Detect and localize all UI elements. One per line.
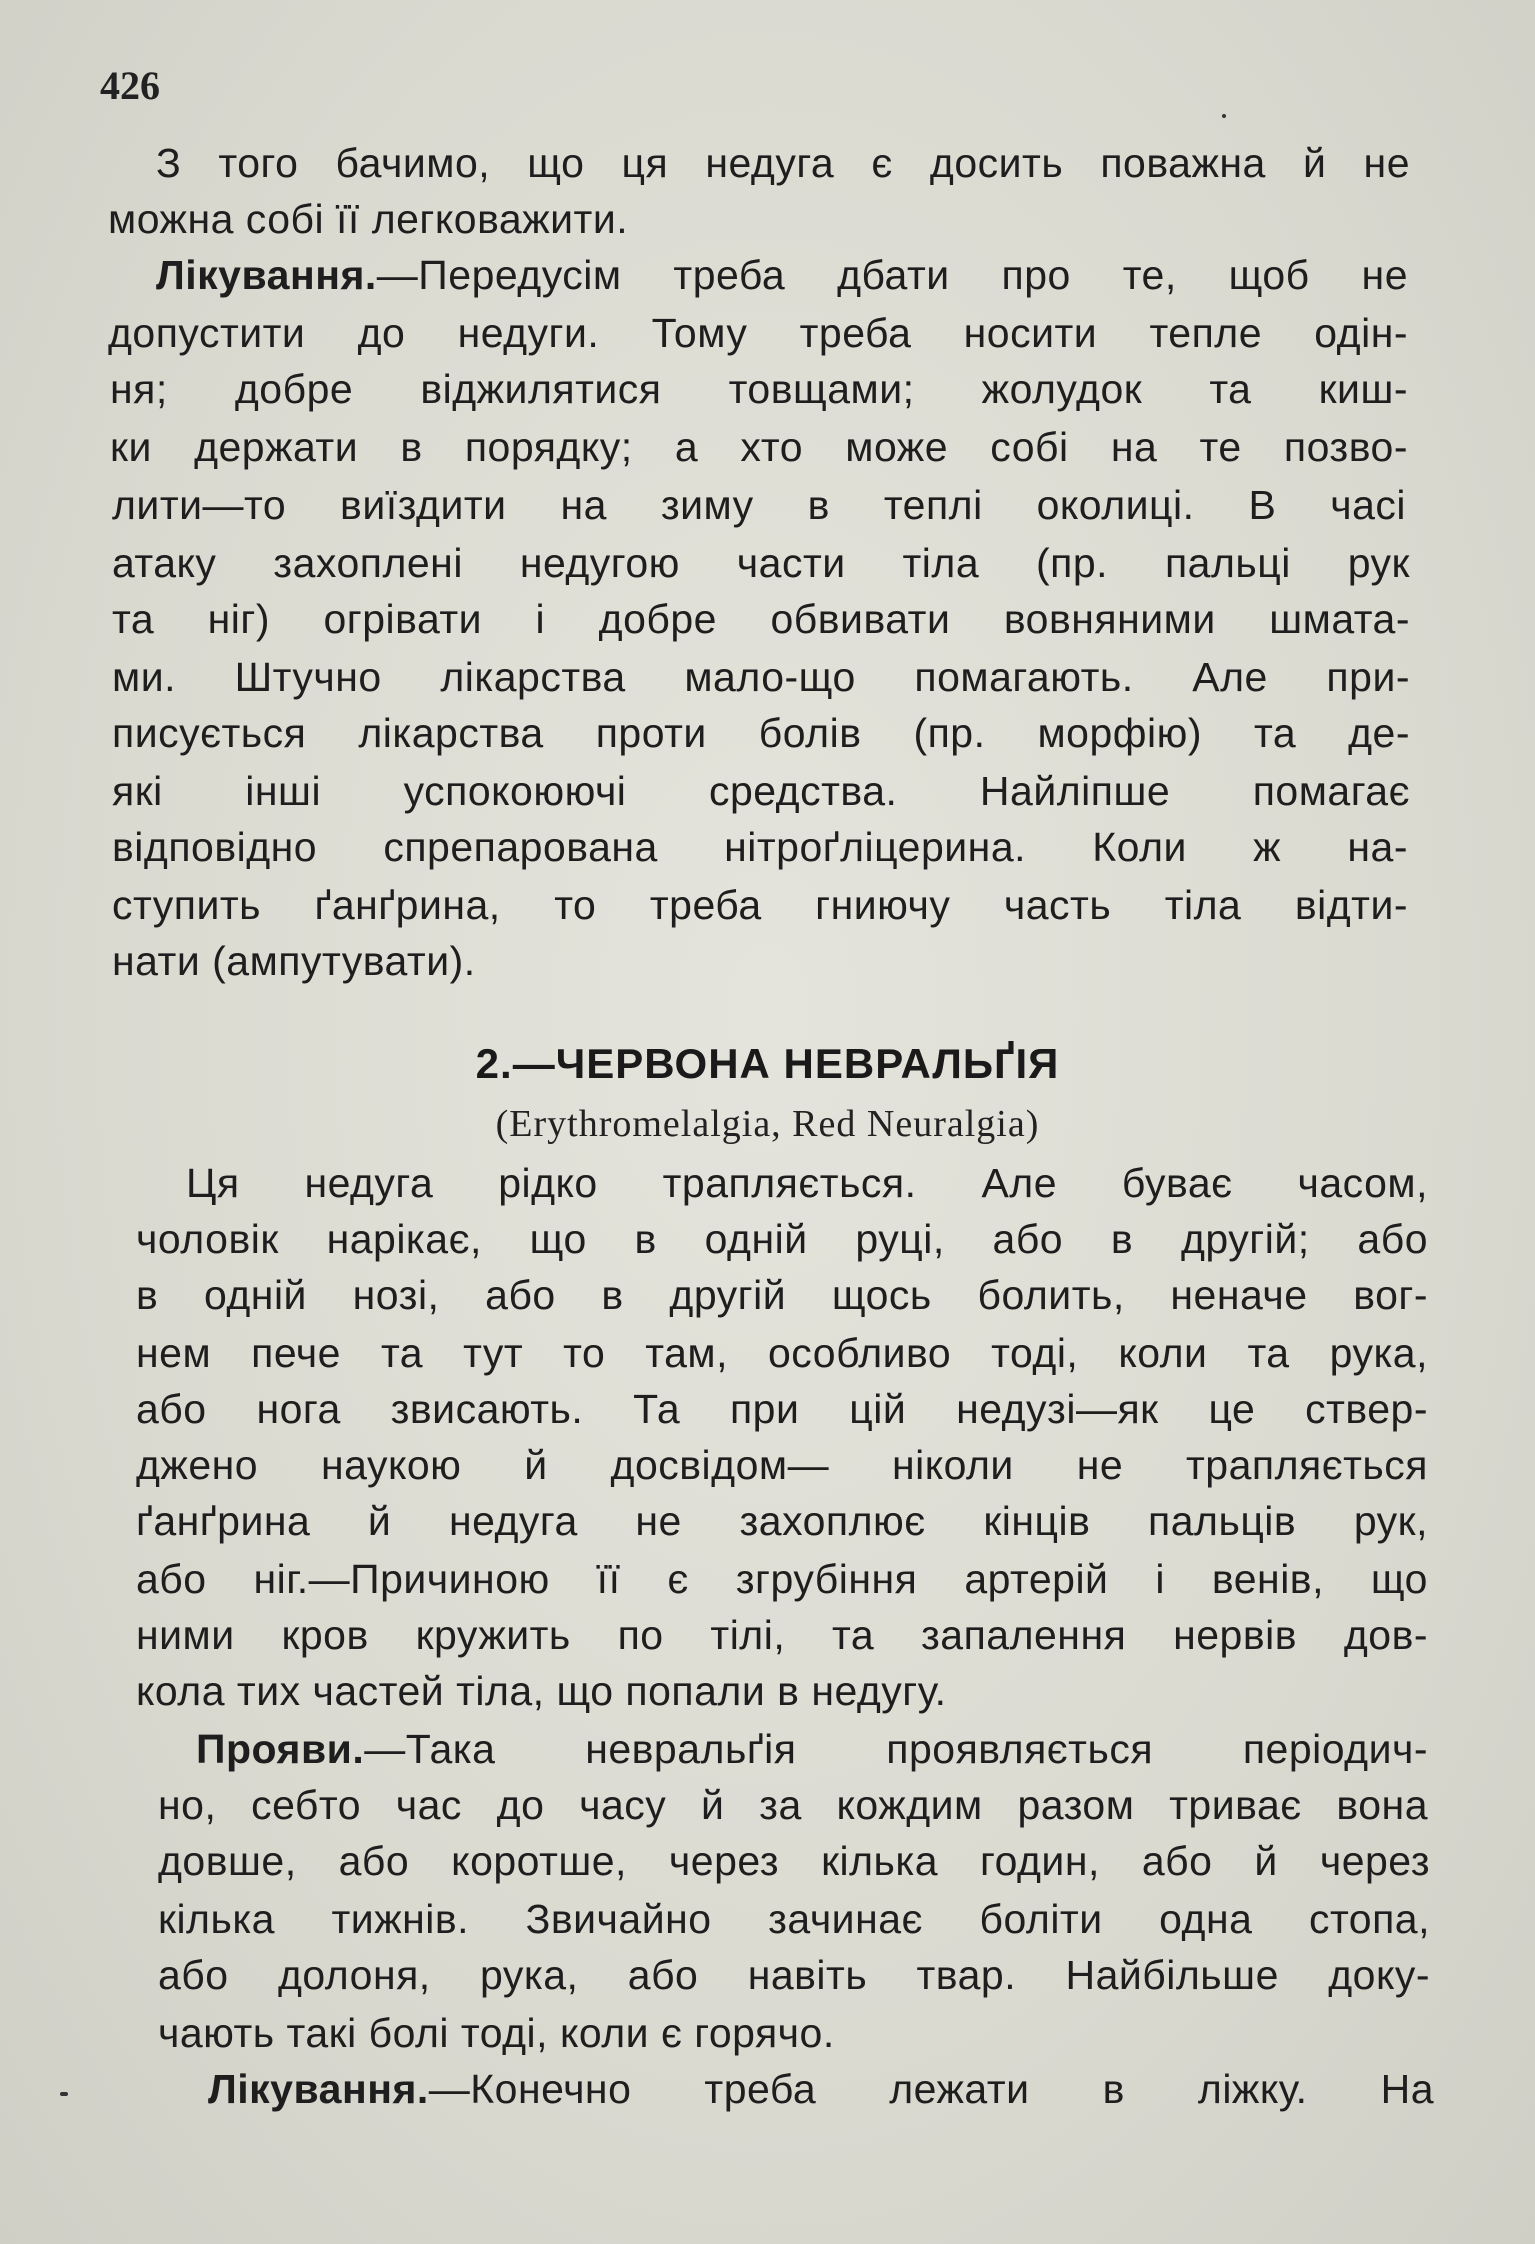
symptoms-label: Прояви. xyxy=(196,1726,365,1772)
treatment1-line: відповідно спрепарована нітроґліцерина. Коли ж на- xyxy=(112,824,1408,870)
treatment1-label: Лікування. xyxy=(156,252,377,298)
symptoms-first-rest: —Така невральґія проявляється періодич- xyxy=(364,1726,1428,1772)
treatment2-first-rest: —Конечно треба лежати в ліжку. На xyxy=(428,2066,1434,2112)
treatment1-line: ми. Штучно лікарства мало-що помагають. Але при- xyxy=(112,654,1410,700)
treatment1-line: та ніг) огрівати і добре обвивати вовняними шмата- xyxy=(112,596,1410,642)
treatment1-line: писується лікарства проти болів (пр. морфію) та де- xyxy=(112,710,1410,756)
section-body-line: кола тих частей тіла, що попали в недугу. xyxy=(136,1668,947,1714)
symptoms-first-line xyxy=(196,1726,1428,1773)
symptoms-line: або долоня, рука, або навіть твар. Найбільше доку- xyxy=(158,1952,1430,1998)
treatment1-line: нати (ампутувати). xyxy=(112,938,476,984)
page-number: 426 xyxy=(100,63,160,108)
section-body-line: чоловік нарікає, що в одній руці, або в другій; або xyxy=(136,1216,1428,1262)
treatment2-label: Лікування. xyxy=(208,2066,429,2112)
symptoms-line: но, себто час до часу й за кождим разом триває вона xyxy=(158,1782,1428,1828)
section-subtitle: (Erythromelalgia, Red Neuralgia) xyxy=(495,1103,1040,1145)
section-body-line: або ніг.—Причиною її є згрубіння артерій і венів, що xyxy=(136,1556,1428,1602)
intro-line-2: можна собі її легковажити. xyxy=(108,196,629,242)
symptoms-line: чають такі болі тоді, коли є горячо. xyxy=(158,2010,835,2056)
treatment1-line: ки держати в порядку; а хто може собі на те позво- xyxy=(110,424,1408,470)
treatment1-line: ступить ґанґрина, то треба гниючу часть тіла відти- xyxy=(112,882,1408,928)
treatment1-line: лити—то виїздити на зиму в теплі околиці. В часі xyxy=(112,482,1406,528)
treatment1-line: які інші успокоюючі средства. Найліпше помагає xyxy=(112,768,1410,814)
intro-line-1: З того бачимо, що ця недуга є досить поважна й не xyxy=(156,140,1410,186)
symptoms-line: кілька тижнів. Звичайно зачинає боліти одна стопа, xyxy=(158,1896,1430,1942)
section-body-line: в одній нозі, або в другій щось болить, неначе вог- xyxy=(136,1272,1428,1318)
treatment1-line: ня; добре віджилятися товщами; жолудок та киш- xyxy=(110,366,1408,412)
print-mark xyxy=(1222,114,1226,118)
print-mark xyxy=(60,2092,68,2096)
treatment1-line: допустити до недуги. Тому треба носити тепле одін- xyxy=(108,310,1408,356)
treatment1-first-line xyxy=(156,252,1408,299)
section-title: 2.—ЧЕРВОНА НЕВРАЛЬҐІЯ xyxy=(475,1040,1060,1087)
treatment1-first-rest: —Передусім треба дбати про те, щоб не xyxy=(376,252,1408,298)
section-body-line: ними кров кружить по тілі, та запалення нервів дов- xyxy=(136,1612,1428,1658)
section-body-line: нем пече та тут то там, особливо тоді, коли та рука, xyxy=(136,1330,1428,1376)
symptoms-line: довше, або коротше, через кілька годин, або й через xyxy=(158,1838,1430,1884)
section-body-line: Ця недуга рідко трапляється. Але буває часом, xyxy=(186,1160,1428,1206)
treatment2-first-line xyxy=(208,2066,1434,2113)
section-body-line: джено наукою й досвідом— ніколи не трапляється xyxy=(136,1442,1428,1488)
section-body-line: ґанґрина й недуга не захоплює кінців пальців рук, xyxy=(136,1498,1428,1544)
treatment1-line: атаку захоплені недугою части тіла (пр. пальці рук xyxy=(112,540,1410,586)
section-body-line: або нога звисають. Та при цій недузі—як це ствер- xyxy=(136,1386,1428,1432)
